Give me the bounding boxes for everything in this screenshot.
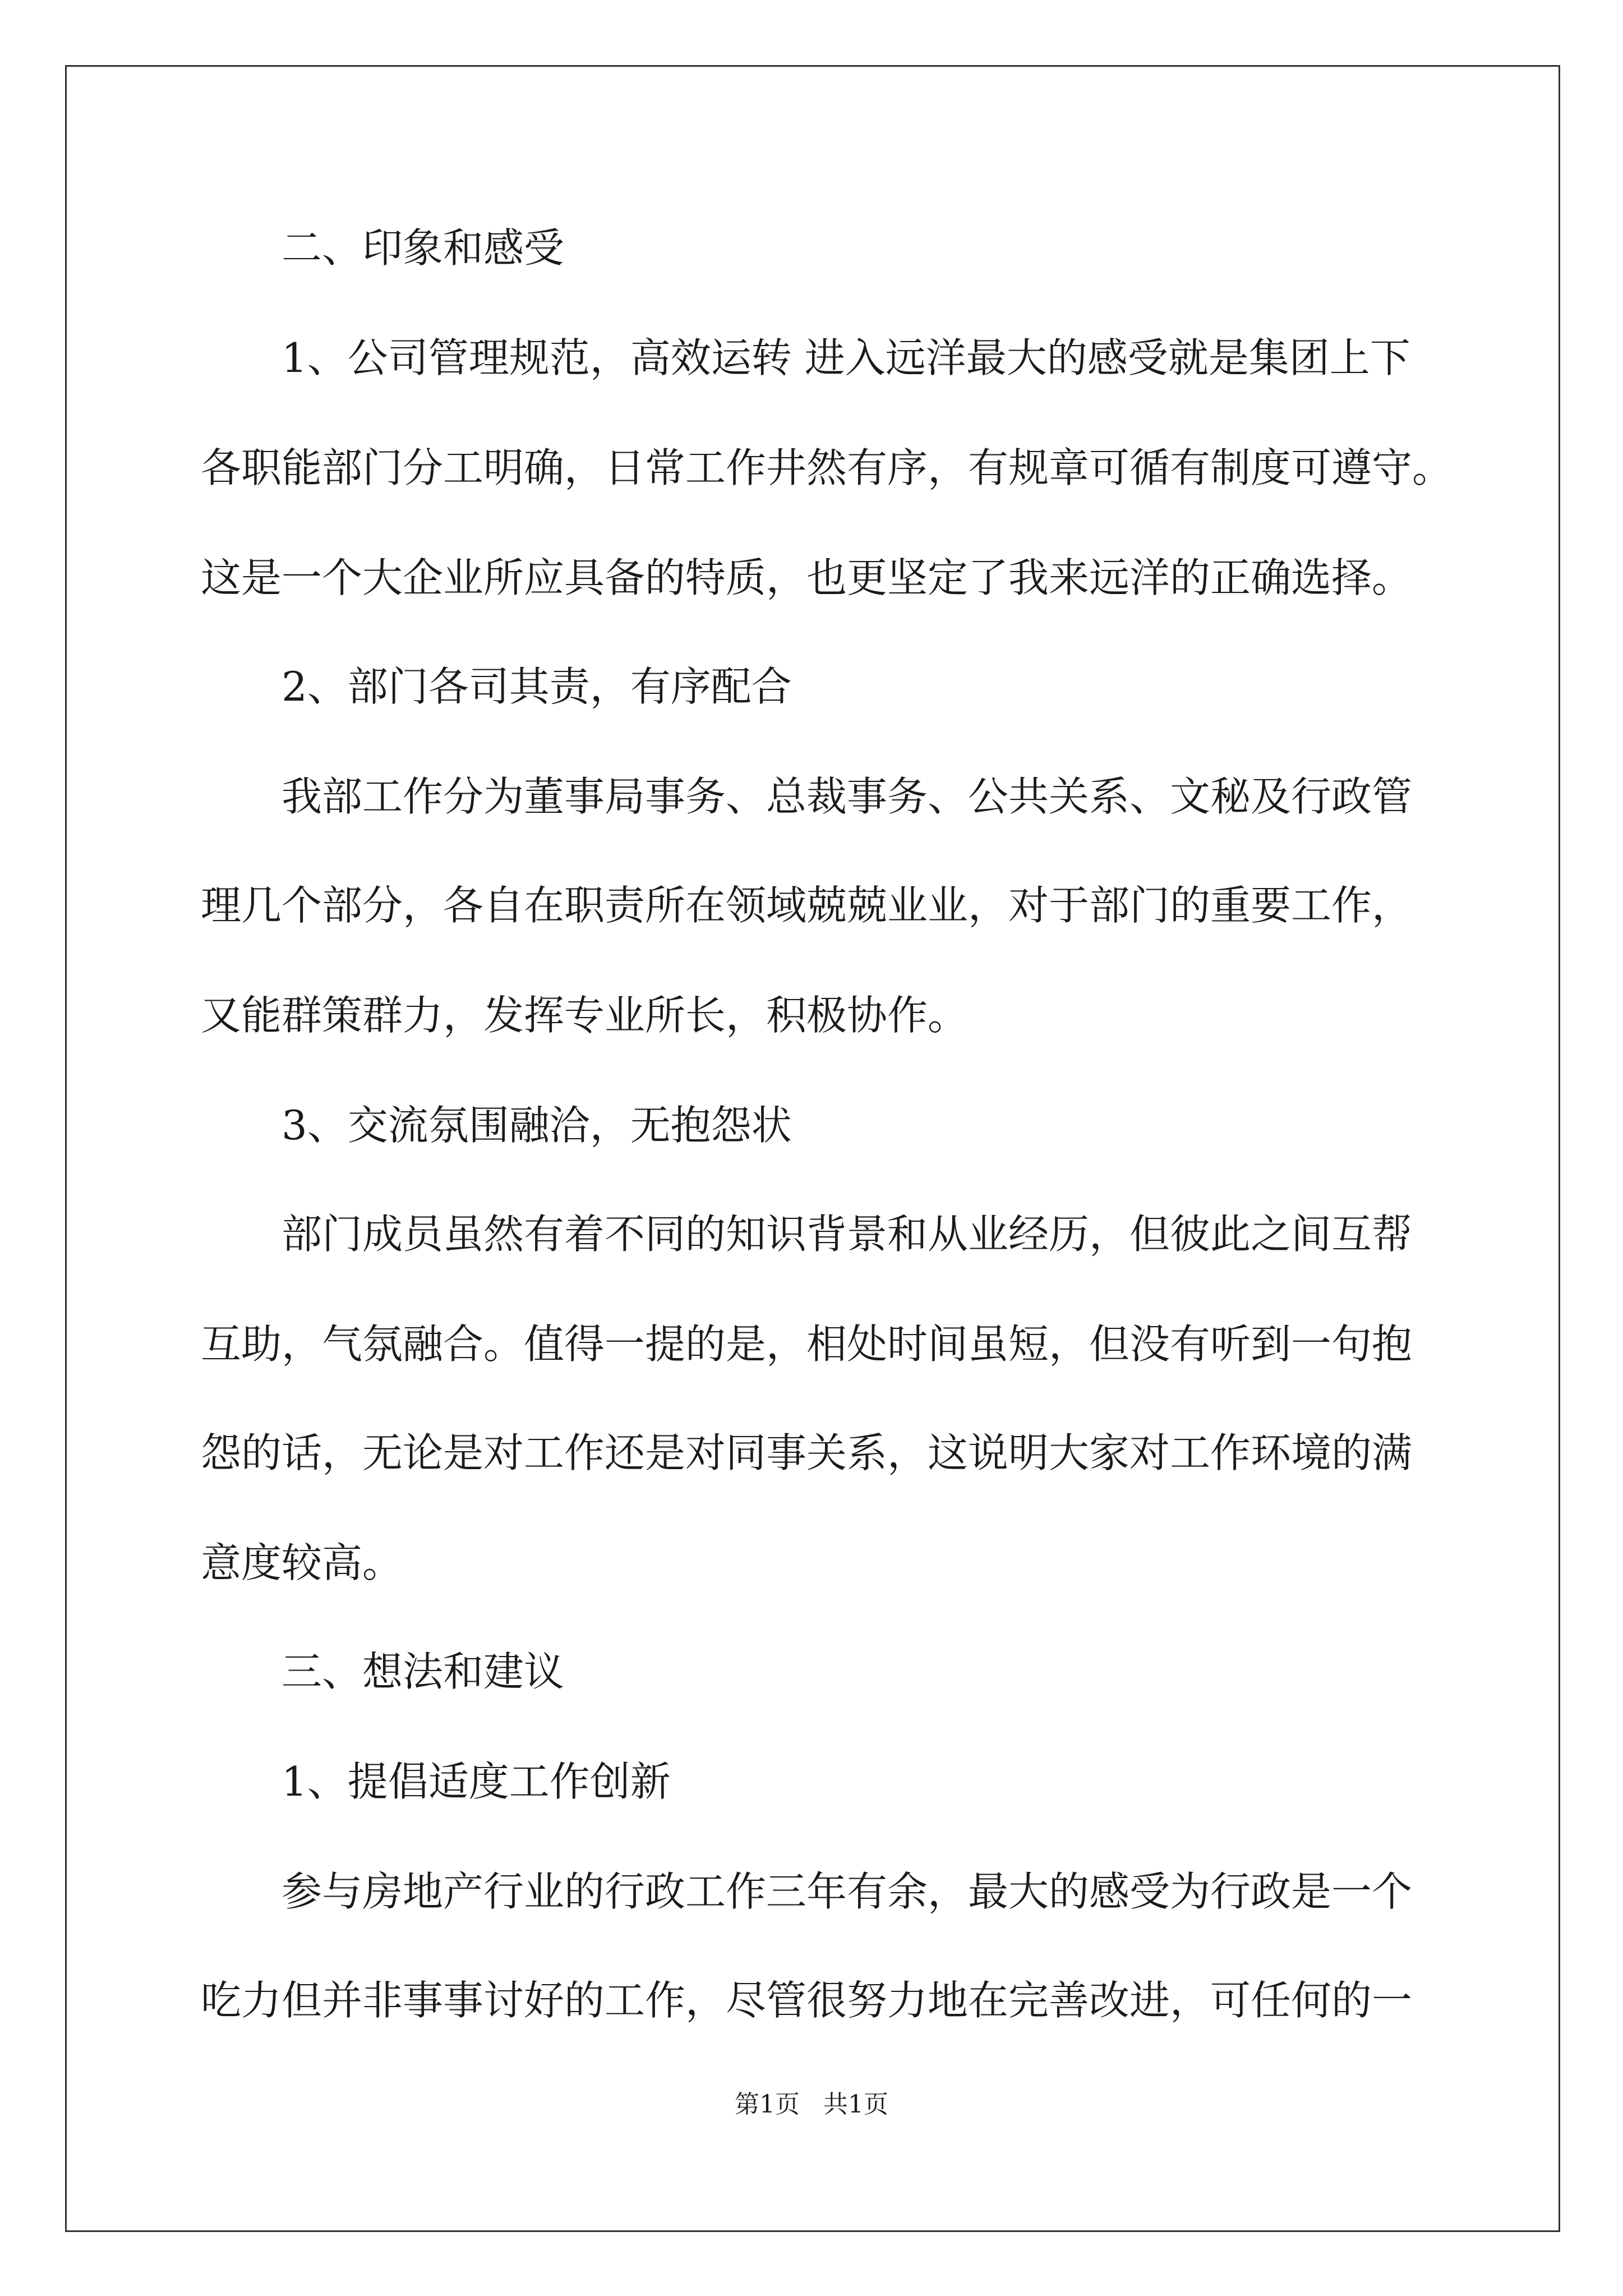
paragraph-line: 吃力但并非事事讨好的工作，尽管很努力地在完善改进，可任何的一 bbox=[201, 1977, 1413, 2024]
subheading-line: 3、交流氛围融洽，无抱怨状 bbox=[282, 1102, 792, 1149]
page-number: 第1页 共1页 bbox=[735, 2090, 888, 2119]
paragraph-line: 各职能部门分工明确，日常工作井然有序，有规章可循有制度可遵守。 bbox=[201, 444, 1453, 491]
paragraph-line: 这是一个大企业所应具备的特质，也更坚定了我来远洋的正确选择。 bbox=[201, 554, 1413, 601]
section-heading: 三、想法和建议 bbox=[282, 1648, 565, 1695]
paragraph-line: 意度较高。 bbox=[201, 1539, 403, 1586]
paragraph-line: 参与房地产行业的行政工作三年有余，最大的感受为行政是一个 bbox=[282, 1868, 1413, 1915]
paragraph-line: 我部工作分为董事局事务、总裁事务、公共关系、文秘及行政管 bbox=[282, 773, 1413, 820]
paragraph-line: 部门成员虽然有着不同的知识背景和从业经历，但彼此之间互帮 bbox=[282, 1211, 1413, 1258]
subheading-line: 2、部门各司其责，有序配合 bbox=[282, 663, 792, 710]
paragraph-line: 理几个部分，各自在职责所在领域兢兢业业，对于部门的重要工作， bbox=[201, 882, 1413, 929]
subheading-line: 1、公司管理规范，高效运转 进入远洋最大的感受就是集团上下 bbox=[282, 334, 1410, 381]
section-heading: 二、印象和感受 bbox=[282, 224, 565, 272]
paragraph-line: 怨的话，无论是对工作还是对同事关系，这说明大家对工作环境的满 bbox=[201, 1429, 1413, 1476]
paragraph-line: 互助，气氛融合。值得一提的是，相处时间虽短，但没有听到一句抱 bbox=[201, 1320, 1413, 1368]
subheading-line: 1、提倡适度工作创新 bbox=[282, 1758, 671, 1805]
paragraph-line: 又能群策群力，发挥专业所长，积极协作。 bbox=[201, 992, 969, 1039]
